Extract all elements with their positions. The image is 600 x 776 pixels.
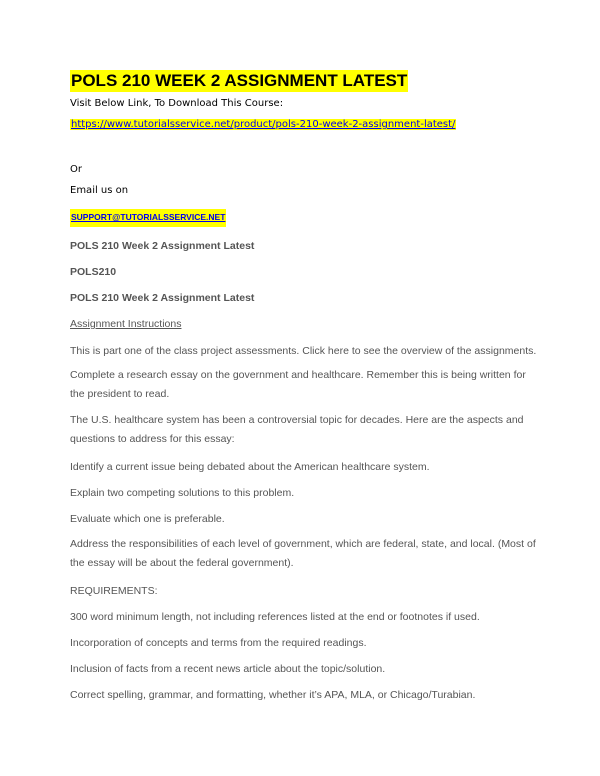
or-text: Or — [70, 164, 82, 175]
intro-text: Visit Below Link, To Download This Course: — [70, 98, 284, 109]
course-link-row — [70, 119, 456, 130]
paragraph: 300 word minimum length, not including references listed at the end or footnotes if used. — [70, 611, 480, 623]
heading-1: POLS 210 Week 2 Assignment Latest — [70, 240, 255, 252]
paragraph: Complete a research essay on the government and healthcare. Remember this is being written for the president to read. — [70, 369, 526, 400]
paragraph: This is part one of the class project assessments. Click here to see the overview of the assignments. — [70, 345, 537, 357]
paragraph: Explain two competing solutions to this problem. — [70, 487, 295, 499]
heading-2: POLS 210 Week 2 Assignment Latest — [70, 292, 255, 304]
paragraph: Identify a current issue being debated about the American healthcare system. — [70, 461, 430, 473]
paragraph: Incorporation of concepts and terms from the required readings. — [70, 637, 367, 649]
course-link[interactable]: https://www.tutorialsservice.net/product/pols-210-week-2-assignment-latest/ — [71, 119, 456, 130]
section-title: Assignment Instructions — [70, 318, 182, 330]
paragraph: The U.S. healthcare system has been a controversial topic for decades. Here are the aspects and questions to address for this essay: — [70, 414, 524, 445]
email-link[interactable]: SUPPORT@TUTORIALSSERVICE.NET — [70, 209, 226, 227]
email-label: Email us on — [70, 185, 129, 196]
course-code: POLS210 — [70, 266, 117, 278]
paragraph: Inclusion of facts from a recent news article about the topic/solution. — [70, 663, 386, 675]
document-title: POLS 210 WEEK 2 ASSIGNMENT LATEST — [71, 71, 408, 90]
paragraph: Correct spelling, grammar, and formatting, whether it’s APA, MLA, or Chicago/Turabian. — [70, 689, 476, 701]
paragraph: Address the responsibilities of each level of government, which are federal, state, and local. (Most of the essay will be about the federal government). — [70, 538, 536, 569]
paragraph: Evaluate which one is preferable. — [70, 513, 225, 525]
requirements-heading: REQUIREMENTS: — [70, 585, 158, 597]
